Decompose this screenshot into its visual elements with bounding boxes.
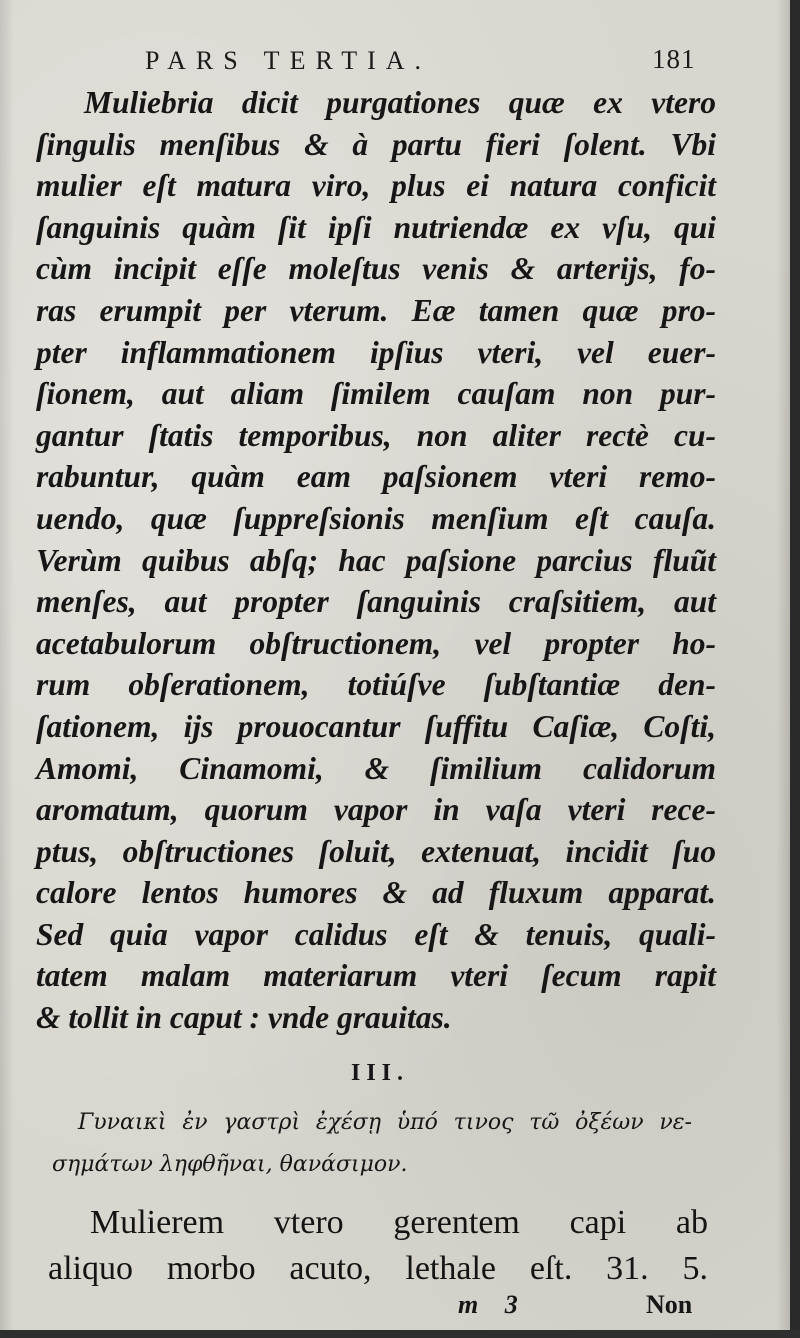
latin-line: aliquo morbo acuto, lethale eſt. 31. 5. bbox=[48, 1250, 708, 1287]
page-edge-shadow bbox=[790, 0, 800, 1338]
greek-line: σημάτων ληφθῆναι, θανάσιμον. bbox=[52, 1152, 408, 1177]
commentary-line: menſes, aut propter ſanguinis craſsitiem, aut bbox=[36, 584, 716, 620]
commentary-line: ſingulis menſibus & à partu fieri ſolent. Vbi bbox=[36, 126, 716, 162]
commentary-line: tatem malam materiarum vteri ſecum rapit bbox=[36, 958, 716, 994]
commentary-line: Sed quia vapor calidus eſt & tenuis, quali- bbox=[36, 916, 716, 952]
commentary-line: rabuntur, quàm eam paſsionem vteri remo- bbox=[36, 459, 716, 495]
commentary-line: aromatum, quorum vapor in vaſa vteri rece- bbox=[36, 792, 716, 828]
commentary-paragraph bbox=[36, 82, 716, 1039]
commentary-line: Amomi, Cinamomi, & ſimilium calidorum bbox=[36, 750, 716, 786]
latin-line: Mulierem vtero gerentem capi ab bbox=[90, 1204, 708, 1241]
catchword: Non bbox=[646, 1290, 693, 1319]
commentary-line: uendo, quæ ſuppreſsionis menſium eſt cauſa. bbox=[36, 500, 716, 536]
commentary-line: & tollit in caput : vnde grauitas. bbox=[36, 1000, 452, 1036]
greek-aphorism bbox=[52, 1102, 692, 1186]
latin-aphorism bbox=[48, 1200, 708, 1292]
commentary-line: pter inflammationem ipſius vteri, vel euer- bbox=[36, 334, 716, 370]
commentary-line: ſionem, aut aliam ſimilem cauſam non pur- bbox=[36, 376, 716, 412]
commentary-line: gantur ſtatis temporibus, non aliter rectè cu- bbox=[36, 417, 716, 453]
commentary-line: ſationem, ijs prouocantur ſuffitu Caſiæ, Coſti, bbox=[36, 708, 716, 744]
aphorism-number: III. bbox=[350, 1060, 410, 1086]
commentary-line: ras erumpit per vterum. Eæ tamen quæ pro- bbox=[36, 292, 716, 328]
page-number: 181 bbox=[652, 44, 696, 74]
commentary-line: acetabulorum obſtructionem, vel propter ho- bbox=[36, 625, 716, 661]
commentary-line: mulier eſt matura viro, plus ei natura conficit bbox=[36, 168, 716, 204]
page-bottom-edge bbox=[0, 1330, 800, 1338]
commentary-line: Muliebria dicit purgationes quæ ex vtero bbox=[84, 85, 716, 120]
greek-line: Γυναικὶ ἐν γαστρὶ ἐχέσῃ ὑπό τινος τῶ ὀξέων νε- bbox=[78, 1110, 692, 1135]
running-title: PARS TERTIA. bbox=[145, 46, 432, 75]
commentary-line: calore lentos humores & ad fluxum apparat. bbox=[36, 875, 716, 911]
commentary-line: cùm incipit eſſe moleſtus venis & arterijs, fo- bbox=[36, 251, 716, 287]
commentary-line: rum obſerationem, totiúſve ſubſtantiæ den- bbox=[36, 667, 716, 703]
signature-mark: m 3 bbox=[458, 1290, 528, 1319]
commentary-line: ſanguinis quàm ſit ipſi nutriendæ ex vſu, qui bbox=[36, 209, 716, 245]
commentary-line: Verùm quibus abſq; hac paſsione parcius fluũt bbox=[36, 542, 716, 578]
commentary-line: ptus, obſtructiones ſoluit, extenuat, incidit ſuo bbox=[36, 833, 716, 869]
